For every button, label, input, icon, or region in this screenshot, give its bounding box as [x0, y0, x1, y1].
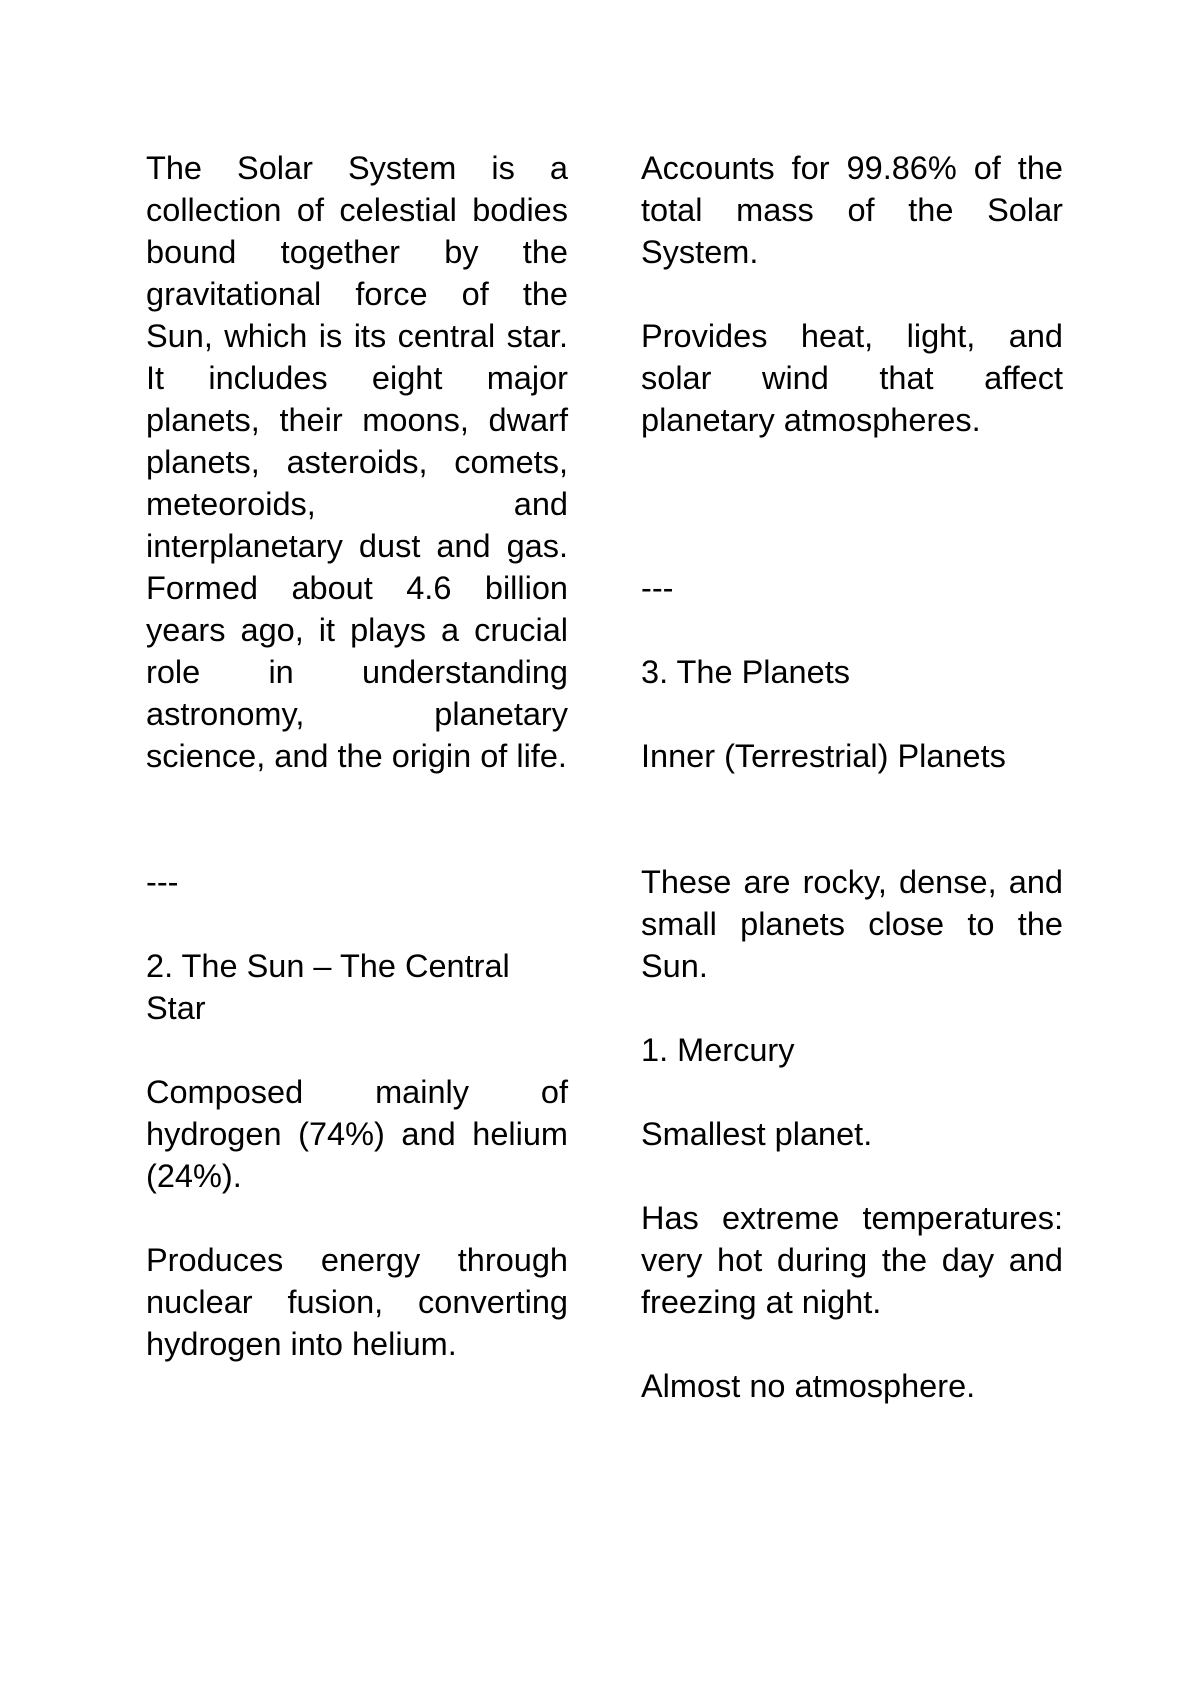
mercury-heading: 1. Mercury — [641, 1032, 795, 1068]
inner-planets-description: These are rocky, dense, and small planets close to the Sun. — [641, 864, 1063, 984]
spacer — [641, 483, 1063, 567]
sun-heading: 2. The Sun – The Central Star — [146, 948, 510, 1026]
section-separator: --- — [641, 570, 674, 606]
right-column — [641, 147, 1063, 1407]
sun-energy-paragraph: Produces energy through nuclear fusion, converting hydrogen into helium. — [146, 1242, 568, 1362]
spacer — [146, 819, 568, 861]
planets-heading: 3. The Planets — [641, 654, 850, 690]
mercury-temperatures-paragraph: Has extreme temperatures: very hot during the day and freezing at night. — [641, 1200, 1063, 1320]
intro-paragraph: The Solar System is a collection of celestial bodies bound together by the gravitational force of the Sun, which is its central star. It includes eight major planets, their moons, dwarf planets, asteroids, comets, meteoroids, and interplanetary dust and gas. Formed about 4.6 billion years ago, it plays a crucial role in understanding astronomy, planetary science, and the origin of life. — [146, 150, 568, 774]
mercury-size-paragraph: Smallest planet. — [641, 1116, 873, 1152]
section-separator: --- — [146, 864, 179, 900]
inner-planets-heading: Inner (Terrestrial) Planets — [641, 738, 1006, 774]
sun-composition-paragraph: Composed mainly of hydrogen (74%) and helium (24%). — [146, 1074, 568, 1194]
sun-mass-paragraph: Accounts for 99.86% of the total mass of the Solar System. — [641, 150, 1063, 270]
mercury-atmosphere-paragraph: Almost no atmosphere. — [641, 1368, 976, 1404]
sun-effects-paragraph: Provides heat, light, and solar wind that affect planetary atmospheres. — [641, 318, 1063, 438]
left-column — [146, 147, 568, 1365]
spacer — [641, 819, 1063, 861]
